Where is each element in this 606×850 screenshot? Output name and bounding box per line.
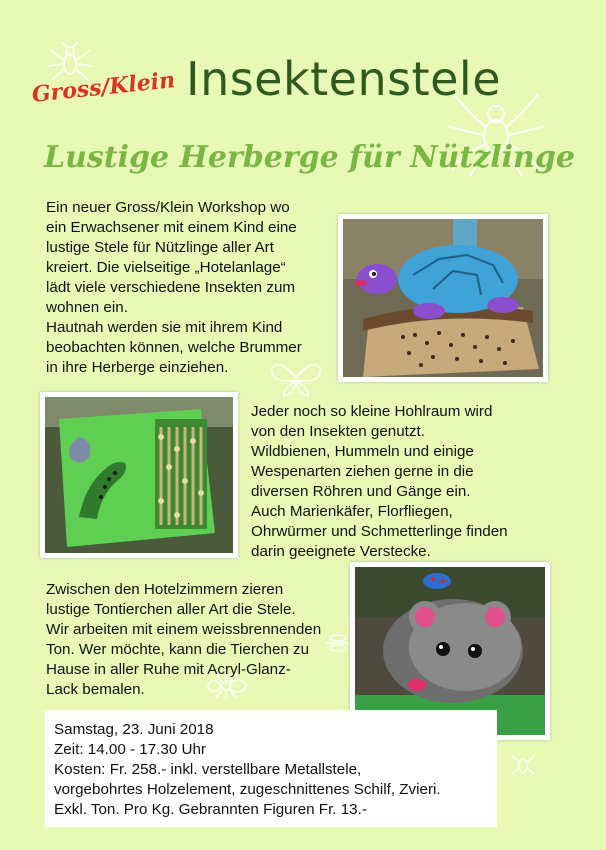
text-line: Wildbienen, Hummeln und einige (251, 443, 474, 460)
text-line: Jeder noch so kleine Hohlraum wird (251, 403, 493, 420)
text-line: Ein neuer Gross/Klein Workshop wo (46, 199, 290, 216)
page-subtitle: Lustige Herberge für Nützlinge (44, 140, 575, 175)
text-line: beobachten können, welche Brummer (46, 339, 302, 356)
intro-paragraph (46, 198, 336, 378)
event-cost-extra: Exkl. Ton. Pro Kg. Gebrannten Figuren Fr. 13.- (54, 801, 367, 818)
text-line: Lack bemalen. (46, 681, 145, 698)
event-cost-details: vorgebohrtes Holzelement, zugeschnittenes Schilf, Zvieri. (54, 781, 441, 798)
insect-icon-small (510, 752, 536, 778)
event-info-box (45, 710, 497, 827)
animals-paragraph (46, 580, 346, 700)
text-line: Hause in aller Ruhe mit Acryl-Glanz- (46, 661, 291, 678)
text-line: in ihre Herberge einziehen. (46, 359, 229, 376)
title-small: Gross/Klein (30, 67, 177, 108)
text-line: Auch Marienkäfer, Florfliegen, (251, 503, 453, 520)
turtle-photo (338, 214, 548, 382)
text-line: Wespenarten ziehen gerne in die (251, 463, 474, 480)
text-line: lustige Stele für Nützlinge aller Art (46, 239, 274, 256)
insect-hotel-photo (40, 392, 238, 558)
text-line: Wir arbeiten mit einem weissbrennenden (46, 621, 322, 638)
text-line: Ton. Wer möchte, kann die Tierchen zu (46, 641, 310, 658)
text-line: ein Erwachsener mit einem Kind eine (46, 219, 297, 236)
text-line: von den Insekten genutzt. (251, 423, 425, 440)
text-line: Zwischen den Hotelzimmern zieren (46, 581, 284, 598)
page-title: Insektenstele (186, 52, 502, 106)
text-line: lädt viele verschiedene Insekten zum (46, 279, 296, 296)
text-line: diversen Röhren und Gänge ein. (251, 483, 471, 500)
event-cost: Kosten: Fr. 258.- inkl. verstellbare Metallstele, (54, 761, 362, 778)
event-date: Samstag, 23. Juni 2018 (54, 721, 214, 738)
text-line: Hautnah werden sie mit ihrem Kind (46, 319, 283, 336)
text-line: kreiert. Die vielseitige „Hotelanlage“ (46, 259, 286, 276)
text-line: lustige Tontierchen aller Art die Stele. (46, 601, 296, 618)
text-line: Ohrwürmer und Schmetterlinge finden (251, 523, 508, 540)
text-line: wohnen ein. (46, 299, 128, 316)
cavity-paragraph (251, 402, 541, 562)
event-time: Zeit: 14.00 - 17.30 Uhr (54, 741, 206, 758)
text-line: darin geeignete Verstecke. (251, 543, 431, 560)
